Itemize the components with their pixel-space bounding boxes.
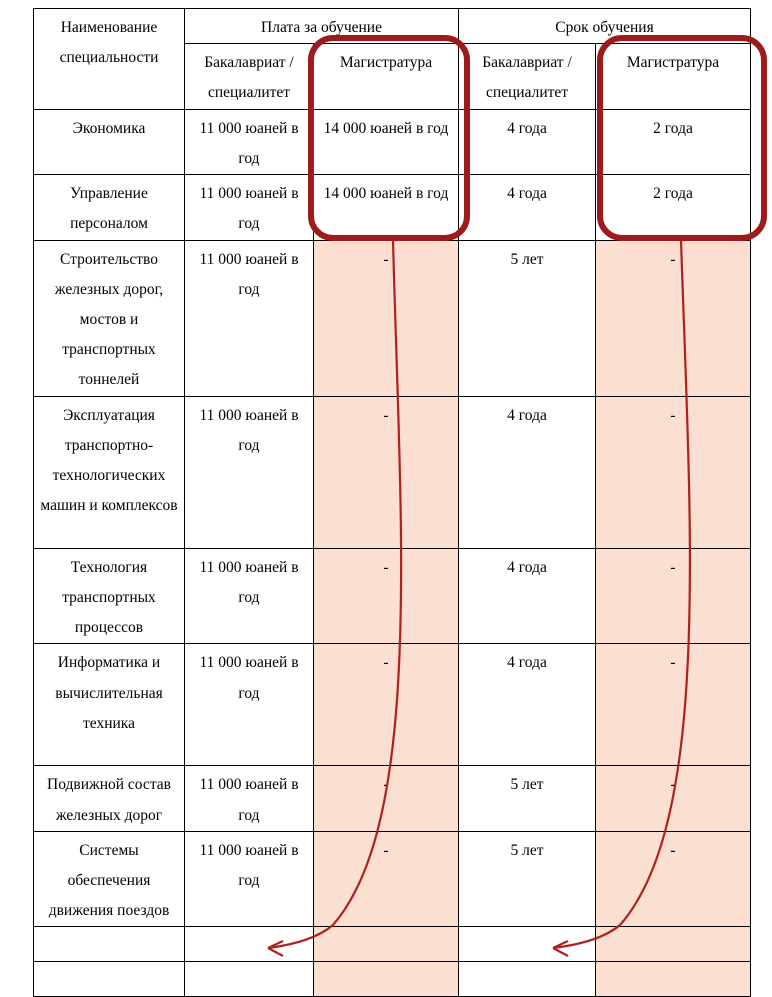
cell-duration-bachelor: 4 года xyxy=(459,396,596,548)
cell-fee-master xyxy=(314,927,459,962)
column-header-specialty-line1: Наименование xyxy=(60,19,158,36)
cell-specialty xyxy=(34,927,185,962)
cell-duration-bachelor xyxy=(459,927,596,962)
table-row xyxy=(34,962,751,997)
cell-duration-master: - xyxy=(596,766,751,831)
cell-fee-master: - xyxy=(314,548,459,644)
table-row xyxy=(34,175,751,240)
tuition-and-duration-table xyxy=(33,8,751,997)
cell-duration-master xyxy=(596,962,751,997)
cell-fee-master xyxy=(314,962,459,997)
cell-fee-bachelor: 11 000 юаней в год xyxy=(185,831,314,927)
cell-fee-bachelor: 11 000 юаней в год xyxy=(185,109,314,174)
cell-specialty: Подвижной состав железных дорог xyxy=(34,766,185,831)
cell-fee-master: - xyxy=(314,766,459,831)
cell-fee-bachelor: 11 000 юаней в год xyxy=(185,240,314,396)
cell-duration-bachelor xyxy=(459,962,596,997)
column-header-fee-bachelor xyxy=(185,44,314,109)
cell-duration-master: 2 года xyxy=(596,109,751,174)
table-header xyxy=(34,9,751,110)
cell-fee-master: - xyxy=(314,396,459,548)
cell-fee-bachelor: 11 000 юаней в год xyxy=(185,766,314,831)
cell-duration-master: - xyxy=(596,644,751,766)
table-row xyxy=(34,766,751,831)
column-header-duration-bachelor-line1: Бакалавриат / xyxy=(482,54,572,72)
cell-specialty: Информатика и вычислительная техника xyxy=(34,644,185,766)
cell-duration-master: - xyxy=(596,831,751,927)
cell-specialty: Системы обеспечения движения поездов xyxy=(34,831,185,927)
cell-duration-bachelor: 5 лет xyxy=(459,766,596,831)
column-header-specialty-line2: специальности xyxy=(59,49,159,67)
table-row xyxy=(34,548,751,644)
cell-duration-master: - xyxy=(596,396,751,548)
cell-duration-bachelor: 5 лет xyxy=(459,831,596,927)
cell-duration-bachelor: 4 года xyxy=(459,644,596,766)
table-body xyxy=(34,109,751,997)
cell-duration-master: 2 года xyxy=(596,175,751,240)
cell-fee-bachelor xyxy=(185,927,314,962)
cell-specialty: Технология транспортных процессов xyxy=(34,548,185,644)
cell-fee-bachelor: 11 000 юаней в год xyxy=(185,175,314,240)
cell-fee-master: 14 000 юаней в год xyxy=(314,175,459,240)
cell-duration-bachelor: 4 года xyxy=(459,175,596,240)
cell-fee-bachelor: 11 000 юаней в год xyxy=(185,548,314,644)
table-row xyxy=(34,644,751,766)
column-header-duration-master: Магистратура xyxy=(596,44,751,109)
cell-specialty: Управление персоналом xyxy=(34,175,185,240)
cell-fee-bachelor: 11 000 юаней в год xyxy=(185,644,314,766)
table-header-row-groups xyxy=(34,9,751,44)
table-row xyxy=(34,831,751,927)
cell-fee-master: 14 000 юаней в год xyxy=(314,109,459,174)
cell-duration-bachelor: 5 лет xyxy=(459,240,596,396)
column-header-fee-bachelor-line1: Бакалавриат / xyxy=(204,54,294,72)
cell-duration-master: - xyxy=(596,548,751,644)
column-header-fee-master: Магистратура xyxy=(314,44,459,109)
cell-duration-master xyxy=(596,927,751,962)
table-row xyxy=(34,927,751,962)
cell-specialty: Экономика xyxy=(34,109,185,174)
table-row xyxy=(34,396,751,548)
cell-specialty xyxy=(34,962,185,997)
column-header-fee-bachelor-line2: специалитет xyxy=(207,84,291,102)
cell-fee-bachelor xyxy=(185,962,314,997)
cell-fee-bachelor: 11 000 юаней в год xyxy=(185,396,314,548)
column-header-duration-bachelor-line2: специалитет xyxy=(485,84,569,102)
column-group-header-fee: Плата за обучение xyxy=(185,9,459,44)
cell-duration-master: - xyxy=(596,240,751,396)
cell-fee-master: - xyxy=(314,240,459,396)
table-row xyxy=(34,240,751,396)
cell-duration-bachelor: 4 года xyxy=(459,109,596,174)
table-row xyxy=(34,109,751,174)
cell-duration-bachelor: 4 года xyxy=(459,548,596,644)
cell-specialty: Строительство железных дорог, мостов и транспортных тоннелей xyxy=(34,240,185,396)
cell-specialty: Эксплуатация транспортно-технологических машин и комплексов xyxy=(34,396,185,548)
cell-fee-master: - xyxy=(314,644,459,766)
column-group-header-duration: Срок обучения xyxy=(459,9,751,44)
column-header-duration-bachelor xyxy=(459,44,596,109)
column-header-specialty xyxy=(34,9,185,110)
cell-fee-master: - xyxy=(314,831,459,927)
